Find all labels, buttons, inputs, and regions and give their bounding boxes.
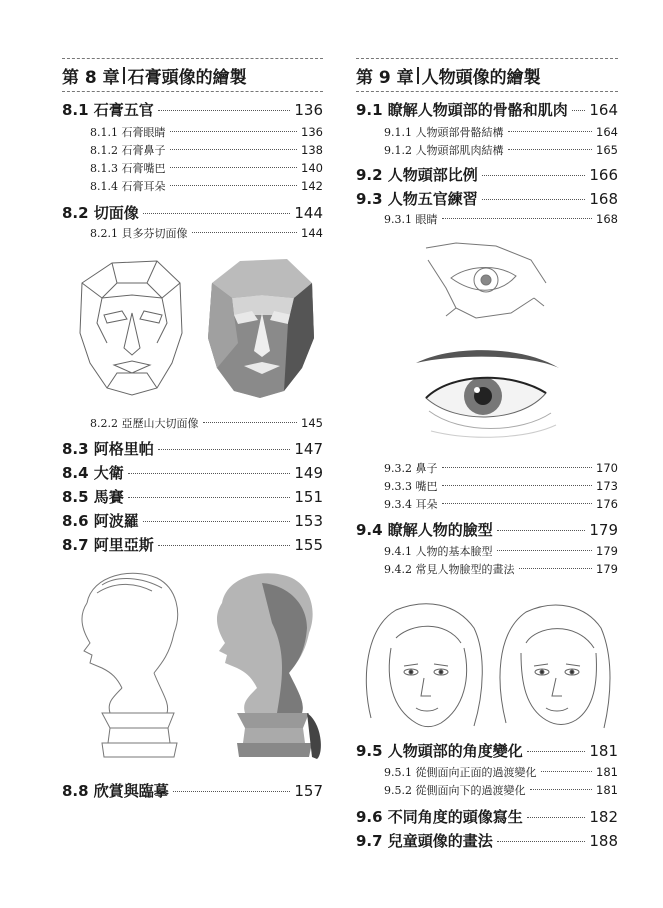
- toc-entry-label: 8.1.2 石膏鼻子: [90, 144, 166, 157]
- line-sketch-bust: [82, 573, 178, 757]
- toc-entry-label: 8.1 石膏五官: [62, 101, 154, 119]
- toc-page-number: 140: [301, 161, 323, 175]
- toc-page-number: 176: [596, 497, 618, 511]
- toc-section[interactable]: [62, 462, 323, 484]
- toc-entry-label: 9.1.1 人物頭部骨骼結構: [384, 126, 504, 139]
- toc-subsection[interactable]: [90, 415, 323, 431]
- toc-subsection[interactable]: [90, 142, 323, 158]
- shaded-sketch-head: [208, 259, 314, 398]
- toc-entry-label: 8.5 馬賽: [62, 488, 124, 506]
- toc-subsection[interactable]: [90, 225, 323, 241]
- toc-section[interactable]: [356, 188, 618, 210]
- toc-entry-label: 9.3.4 耳朵: [384, 498, 438, 511]
- toc-entry-label: 9.6 不同角度的頭像寫生: [356, 808, 523, 826]
- chapter-9-heading: [356, 58, 618, 92]
- toc-page-number: 168: [596, 212, 618, 226]
- toc-entry-label: 9.1 瞭解人物頭部的骨骼和肌肉: [356, 101, 568, 119]
- dot-leader: [508, 149, 593, 150]
- toc-entry-label: 8.2 切面像: [62, 204, 139, 222]
- toc-section[interactable]: [62, 99, 323, 121]
- toc-page-number: 147: [294, 440, 323, 458]
- chapter-title: 石膏頭像的繪製: [127, 67, 247, 88]
- chapter-number: 第 9 章: [356, 67, 414, 88]
- dot-leader: [158, 545, 291, 546]
- toc-subsection[interactable]: [384, 478, 618, 494]
- toc-page-number: 179: [589, 521, 618, 539]
- toc-page-number: 136: [294, 101, 323, 119]
- toc-page-number: 179: [596, 562, 618, 576]
- dot-leader: [442, 218, 593, 219]
- toc-subsection[interactable]: [90, 160, 323, 176]
- toc-entry-label: 9.5.2 從側面向下的過渡變化: [384, 784, 526, 797]
- toc-page-number: 144: [294, 204, 323, 222]
- chapter-8-column: [62, 58, 323, 800]
- toc-entry-label: 8.8 欣賞與臨摹: [62, 782, 169, 800]
- toc-entry-label: 8.1.4 石膏耳朵: [90, 180, 166, 193]
- toc-subsection[interactable]: [384, 764, 618, 780]
- toc-page-number: 157: [294, 782, 323, 800]
- toc-section[interactable]: [356, 806, 618, 828]
- chapter-8-heading: [62, 58, 323, 92]
- dot-leader: [541, 771, 593, 772]
- shaded-sketch-bust: [217, 573, 321, 759]
- toc-entry-label: 9.4.1 人物的基本臉型: [384, 545, 493, 558]
- dot-leader: [128, 473, 291, 474]
- toc-entry-label: 8.3 阿格里帕: [62, 440, 154, 458]
- dot-leader: [497, 550, 593, 551]
- toc-section[interactable]: [356, 519, 618, 541]
- dot-leader: [482, 175, 586, 176]
- dot-leader: [170, 131, 298, 132]
- dot-leader: [482, 199, 586, 200]
- heading-divider: [123, 67, 125, 84]
- toc-page-number: 170: [596, 461, 618, 475]
- toc-entry-label: 8.2.2 亞歷山大切面像: [90, 417, 199, 430]
- dot-leader: [530, 789, 593, 790]
- dot-leader: [158, 110, 291, 111]
- dot-leader: [497, 530, 586, 531]
- toc-entry-label: 9.4 瞭解人物的臉型: [356, 521, 493, 539]
- toc-entry-label: 9.3.2 鼻子: [384, 462, 438, 475]
- dot-leader: [527, 751, 586, 752]
- toc-entry-label: 9.1.2 人物頭部肌肉結構: [384, 144, 504, 157]
- toc-entry-label: 9.5 人物頭部的角度變化: [356, 742, 523, 760]
- toc-section[interactable]: [62, 534, 323, 556]
- toc-page-number: 153: [294, 512, 323, 530]
- toc-page-number: 166: [589, 166, 618, 184]
- toc-subsection[interactable]: [384, 211, 618, 227]
- toc-subsection[interactable]: [384, 124, 618, 140]
- toc-subsection[interactable]: [384, 543, 618, 559]
- toc-entry-label: 8.2.1 貝多芬切面像: [90, 227, 188, 240]
- chapter-9-column: [356, 58, 618, 850]
- face-sketch-left: [366, 604, 482, 727]
- toc-section[interactable]: [356, 740, 618, 762]
- dot-leader: [170, 167, 298, 168]
- dot-leader: [497, 841, 586, 842]
- toc-page-number: 145: [301, 416, 323, 430]
- toc-page-number: 138: [301, 143, 323, 157]
- toc-page-number: 164: [589, 101, 618, 119]
- dot-leader: [143, 213, 291, 214]
- toc-entry-label: 9.2 人物頭部比例: [356, 166, 478, 184]
- toc-entry-label: 9.3.1 眼睛: [384, 213, 438, 226]
- toc-section[interactable]: [62, 202, 323, 224]
- toc-subsection[interactable]: [90, 124, 323, 140]
- toc-page-number: 181: [596, 765, 618, 779]
- female-face-illustration: [356, 598, 618, 738]
- toc-page-number: 144: [301, 226, 323, 240]
- dot-leader: [442, 467, 593, 468]
- dot-leader: [527, 817, 586, 818]
- chapter-title: 人物頭像的繪製: [421, 67, 541, 88]
- dot-leader: [442, 485, 593, 486]
- toc-entry-label: 9.3 人物五官練習: [356, 190, 478, 208]
- toc-subsection[interactable]: [90, 178, 323, 194]
- toc-page-number: 173: [596, 479, 618, 493]
- dot-leader: [572, 110, 586, 111]
- dot-leader: [170, 149, 298, 150]
- toc-page-number: 168: [589, 190, 618, 208]
- toc-section[interactable]: [62, 510, 323, 532]
- toc-page-number: 155: [294, 536, 323, 554]
- dot-leader: [192, 232, 298, 233]
- realistic-eye-illustration: [411, 343, 561, 443]
- dot-leader: [128, 497, 291, 498]
- toc-entry-label: 9.7 兒童頭像的畫法: [356, 832, 493, 850]
- toc-page-number: 149: [294, 464, 323, 482]
- toc-section[interactable]: [62, 780, 323, 802]
- toc-section[interactable]: [62, 486, 323, 508]
- face-sketch-right: [500, 605, 610, 728]
- toc-page-number: 181: [596, 783, 618, 797]
- toc-entry-label: 8.1.3 石膏嘴巴: [90, 162, 166, 175]
- toc-entry-label: 9.5.1 從側面向正面的過渡變化: [384, 766, 537, 779]
- dot-leader: [143, 521, 291, 522]
- chapter-number: 第 8 章: [62, 67, 120, 88]
- toc-page-number: 136: [301, 125, 323, 139]
- plaster-bust-illustration: [62, 563, 324, 763]
- toc-entry-label: 8.4 大衛: [62, 464, 124, 482]
- dot-leader: [203, 422, 298, 423]
- toc-page-number: 142: [301, 179, 323, 193]
- toc-subsection[interactable]: [384, 561, 618, 577]
- line-sketch-head: [80, 261, 182, 395]
- toc-entry-label: 8.1.1 石膏眼睛: [90, 126, 166, 139]
- toc-entry-label: 9.4.2 常見人物臉型的畫法: [384, 563, 515, 576]
- toc-subsection[interactable]: [384, 782, 618, 798]
- toc-section[interactable]: [356, 164, 618, 186]
- toc-page-number: 164: [596, 125, 618, 139]
- toc-entry-label: 8.7 阿里亞斯: [62, 536, 154, 554]
- faceted-head-illustration: [62, 253, 324, 403]
- toc-page-number: 181: [589, 742, 618, 760]
- dot-leader: [173, 791, 291, 792]
- toc-entry-label: 8.6 阿波羅: [62, 512, 139, 530]
- dot-leader: [519, 568, 593, 569]
- dot-leader: [508, 131, 593, 132]
- toc-subsection[interactable]: [384, 496, 618, 512]
- toc-section[interactable]: [356, 830, 618, 852]
- toc-subsection[interactable]: [384, 142, 618, 158]
- toc-page-number: 151: [294, 488, 323, 506]
- line-eye-illustration: [416, 238, 556, 323]
- dot-leader: [442, 503, 593, 504]
- toc-page-number: 188: [589, 832, 618, 850]
- toc-page-number: 182: [589, 808, 618, 826]
- toc-subsection[interactable]: [384, 460, 618, 476]
- toc-section[interactable]: [356, 99, 618, 121]
- dot-leader: [170, 185, 298, 186]
- dot-leader: [158, 449, 291, 450]
- toc-page-number: 179: [596, 544, 618, 558]
- toc-page-number: 165: [596, 143, 618, 157]
- toc-section[interactable]: [62, 438, 323, 460]
- heading-divider: [417, 67, 419, 84]
- toc-entry-label: 9.3.3 嘴巴: [384, 480, 438, 493]
